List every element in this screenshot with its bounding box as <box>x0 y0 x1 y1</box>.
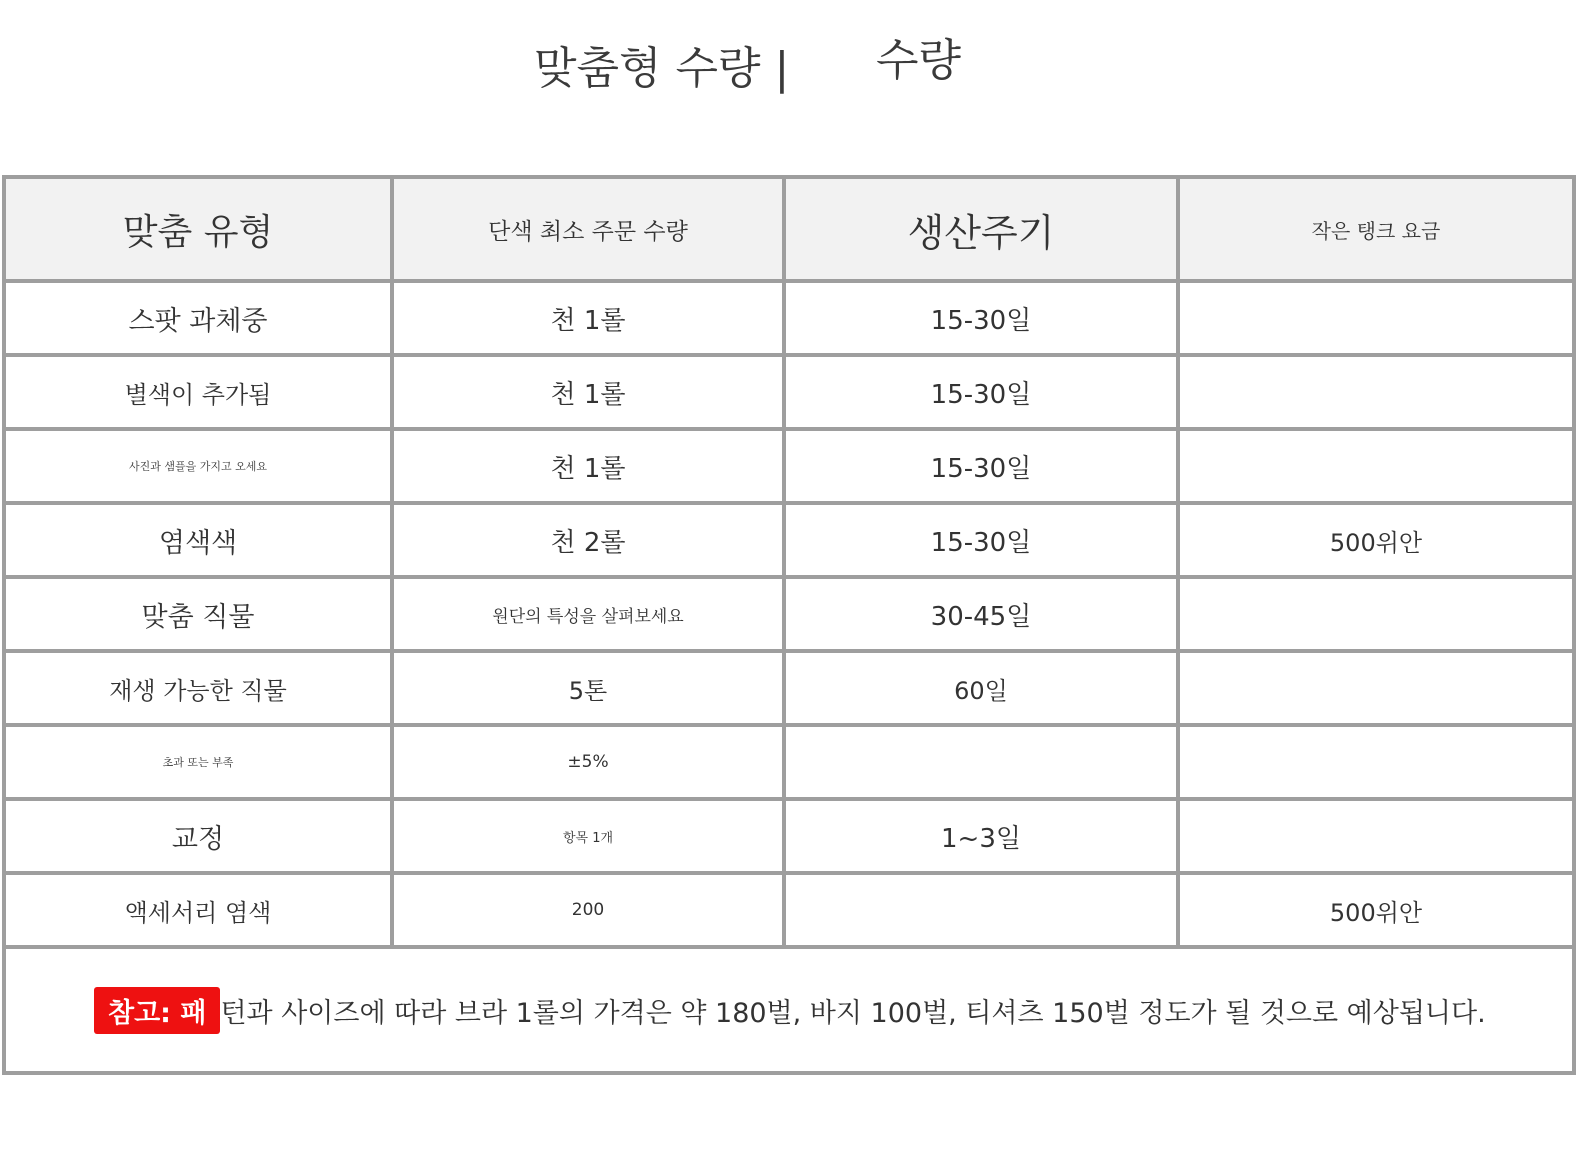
note-label: 참고: 패 <box>94 987 220 1034</box>
table-cell: 천 2롤 <box>392 503 784 577</box>
table-cell: 60일 <box>784 651 1178 725</box>
table-header-row <box>4 177 1574 281</box>
table-cell <box>784 873 1178 947</box>
table-cell: 15-30일 <box>784 355 1178 429</box>
table-cell <box>1178 577 1574 651</box>
table-row <box>4 651 1574 725</box>
table-cell: ±5% <box>392 725 784 799</box>
header-custom-type: 맞춤 유형 <box>4 177 392 281</box>
table-cell: 15-30일 <box>784 281 1178 355</box>
table-cell: 500위안 <box>1178 503 1574 577</box>
table-cell: 액세서리 염색 <box>4 873 392 947</box>
title-left: 맞춤형 수량 | <box>534 43 790 94</box>
table-cell: 원단의 특성을 살펴보세요 <box>392 577 784 651</box>
table-cell: 염색색 <box>4 503 392 577</box>
table-cell: 5톤 <box>392 651 784 725</box>
table-cell: 초과 또는 부족 <box>4 725 392 799</box>
page-title <box>0 22 1580 92</box>
quantity-table <box>2 175 1576 1075</box>
header-production-cycle: 생산주기 <box>784 177 1178 281</box>
table-row <box>4 799 1574 873</box>
table-cell: 500위안 <box>1178 873 1574 947</box>
table-row <box>4 873 1574 947</box>
table-cell: 1~3일 <box>784 799 1178 873</box>
title-right: 수량 <box>876 35 962 86</box>
table-cell: 15-30일 <box>784 503 1178 577</box>
table-cell: 15-30일 <box>784 429 1178 503</box>
table-cell <box>1178 799 1574 873</box>
note-cell <box>4 947 1574 1073</box>
table-row <box>4 429 1574 503</box>
table-row <box>4 355 1574 429</box>
table-cell: 항목 1개 <box>392 799 784 873</box>
note-text: 턴과 사이즈에 따라 브라 1롤의 가격은 약 180벌, 바지 100벌, 티셔츠 150벌 정도가 될 것으로 예상됩니다. <box>220 997 1486 1029</box>
table-row <box>4 503 1574 577</box>
table-row <box>4 281 1574 355</box>
table-cell <box>1178 651 1574 725</box>
table-cell <box>1178 725 1574 799</box>
table-row <box>4 577 1574 651</box>
table-cell <box>1178 355 1574 429</box>
table-cell: 교정 <box>4 799 392 873</box>
note-row <box>4 947 1574 1073</box>
table-cell <box>1178 429 1574 503</box>
table-cell <box>1178 281 1574 355</box>
table-cell: 사진과 샘플을 가지고 오세요 <box>4 429 392 503</box>
table-cell <box>784 725 1178 799</box>
table-cell: 천 1롤 <box>392 355 784 429</box>
table-cell: 재생 가능한 직물 <box>4 651 392 725</box>
table-cell: 별색이 추가됨 <box>4 355 392 429</box>
table-row <box>4 725 1574 799</box>
header-small-tank-fee: 작은 탱크 요금 <box>1178 177 1574 281</box>
table-cell: 스팟 과체중 <box>4 281 392 355</box>
table-cell: 천 1롤 <box>392 281 784 355</box>
table-cell: 맞춤 직물 <box>4 577 392 651</box>
table-cell: 천 1롤 <box>392 429 784 503</box>
table-cell: 30-45일 <box>784 577 1178 651</box>
note <box>6 987 1572 1034</box>
header-min-order: 단색 최소 주문 수량 <box>392 177 784 281</box>
table-cell: 200 <box>392 873 784 947</box>
